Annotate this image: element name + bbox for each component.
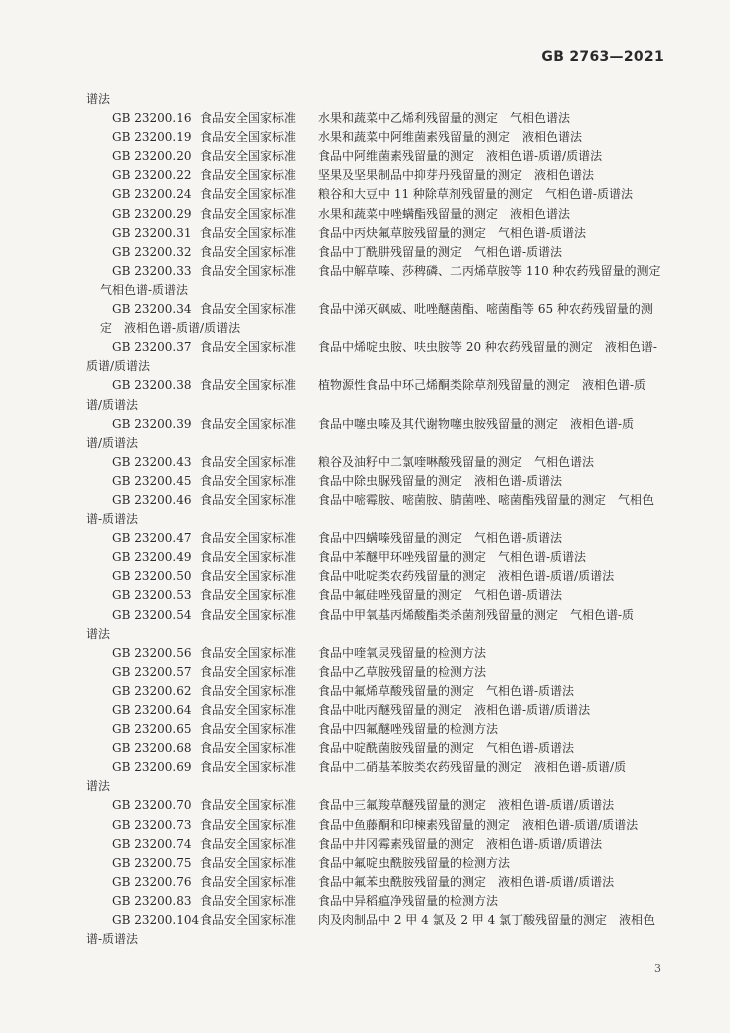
standard-code: GB 23200.57 [112,664,192,679]
standard-category: 食品安全国家标准 [200,607,297,622]
standard-category: 食品安全国家标准 [200,492,297,507]
standard-entry [86,205,666,224]
standard-title: 肉及肉制品中 2 甲 4 氯及 2 甲 4 氯丁酸残留量的测定 液相色 [318,913,656,928]
standard-title: 水果和蔬菜中乙烯利残留量的测定 气相色谱法 [318,111,571,126]
standard-title: 植物源性食品中环己烯酮类除草剂残留量的测定 液相色谱-质 [318,378,647,393]
standard-entry [86,376,666,395]
standard-code: GB 23200.47 [112,531,192,546]
standard-code: GB 23200.83 [112,893,192,908]
standard-category: 食品安全国家标准 [200,531,297,546]
standard-code: GB 23200.62 [112,683,192,698]
standard-category: 食品安全国家标准 [200,855,297,870]
page-number: 3 [654,962,661,975]
standard-category: 食品安全国家标准 [200,340,297,355]
standard-code: GB 23200.104 [112,913,200,928]
standard-entry [86,185,666,204]
standard-title: 食品中解草嗪、莎稗磷、二丙烯草胺等 110 种农药残留量的测定 [318,263,661,278]
standard-code: GB 23200.74 [112,836,192,851]
standard-entry [86,109,666,128]
standard-entry [86,453,666,472]
standard-entry [86,892,666,911]
standard-code: GB 23200.68 [112,741,192,756]
standard-category: 食品安全国家标准 [200,703,297,717]
standard-entry [86,548,666,567]
standard-category: 食品安全国家标准 [200,168,297,183]
standard-entry [86,338,666,357]
standard-code: GB 23200.65 [112,722,192,737]
standard-code: GB 23200.76 [112,874,192,889]
standard-title: 食品中甲氧基丙烯酸酯类杀菌剂残留量的测定 气相色谱-质 [318,607,635,622]
standard-title: 粮谷及油籽中二氯喹啉酸残留量的测定 气相色谱法 [318,454,595,469]
standard-title: 食品中除虫脲残留量的测定 液相色谱-质谱法 [318,473,563,488]
standard-entry [86,491,666,510]
document-id-header: GB 2763—2021 [541,49,664,65]
standard-code: GB 23200.37 [112,340,192,355]
standard-title: 坚果及坚果制品中抑芽丹残留量的测定 液相色谱法 [318,168,595,183]
standard-category: 食品安全国家标准 [200,187,297,202]
standard-entry [86,720,666,739]
standard-entry [86,529,666,548]
standard-code: GB 23200.19 [112,130,192,145]
standard-code: GB 23200.45 [112,473,192,488]
standard-category: 食品安全国家标准 [200,206,297,221]
standard-title: 食品中苯醚甲环唑残留量的测定 气相色谱-质谱法 [318,550,587,565]
standard-entry [86,243,666,262]
standard-code: GB 23200.29 [112,206,192,221]
continuation-line: 谱/质谱法 [86,397,139,412]
standard-title: 食品中喹氧灵残留量的检测方法 [318,645,487,660]
standard-entry [86,567,666,586]
standard-title: 食品中噻虫嗪及其代谢物噻虫胺残留量的测定 液相色谱-质 [318,416,635,431]
standard-code: GB 23200.53 [112,588,192,603]
standard-title: 食品中氟啶虫酰胺残留量的检测方法 [318,855,511,870]
standard-entry [86,796,666,815]
continuation-line: 谱法 [86,779,111,794]
standard-code: GB 23200.38 [112,378,192,393]
standard-title: 食品中二硝基苯胺类农药残留量的测定 液相色谱-质谱/质 [318,760,627,775]
standard-code: GB 23200.16 [112,111,192,126]
standard-title: 食品中井冈霉素残留量的测定 液相色谱-质谱/质谱法 [318,836,603,851]
standard-category: 食品安全国家标准 [200,473,297,488]
continuation-line: 定 液相色谱-质谱/质谱法 [100,321,241,336]
standard-category: 食品安全国家标准 [200,225,297,240]
standard-code: GB 23200.70 [112,798,192,813]
standard-category: 食品安全国家标准 [200,645,297,660]
continuation-line: 谱法 [86,626,111,641]
standard-entry [86,739,666,758]
standard-title: 食品中异稻瘟净残留量的检测方法 [318,893,499,908]
standard-title: 食品中氟烯草酸残留量的测定 气相色谱-质谱法 [318,683,575,698]
standard-category: 食品安全国家标准 [200,722,297,737]
standard-title: 食品中丙炔氟草胺残留量的测定 气相色谱-质谱法 [318,225,587,240]
standard-title: 水果和蔬菜中阿维菌素残留量的测定 液相色谱法 [318,130,583,145]
standard-category: 食品安全国家标准 [200,913,297,928]
standard-entry [86,663,666,682]
standard-category: 食品安全国家标准 [200,817,297,832]
standards-reference-list [86,90,666,949]
standard-category: 食品安全国家标准 [200,263,297,278]
standard-entry [86,300,666,319]
standard-title: 食品中乙草胺残留量的检测方法 [318,664,487,679]
standard-code: GB 23200.32 [112,244,192,259]
standard-code: GB 23200.43 [112,454,192,469]
continuation-line: 谱-质谱法 [86,512,139,527]
standard-entry [86,224,666,243]
standard-code: GB 23200.31 [112,225,192,240]
standard-entry [86,758,666,777]
standard-category: 食品安全国家标准 [200,874,297,889]
standard-title: 食品中氟硅唑残留量的测定 气相色谱-质谱法 [318,588,563,603]
standard-title: 食品中丁酰肼残留量的测定 气相色谱-质谱法 [318,244,563,259]
standard-code: GB 23200.56 [112,645,192,660]
standard-entry [86,682,666,701]
standard-code: GB 23200.33 [112,263,192,278]
standard-code: GB 23200.24 [112,187,192,202]
standard-code: GB 23200.49 [112,550,192,565]
standard-title: 食品中三氟羧草醚残留量的测定 液相色谱-质谱/质谱法 [318,798,615,813]
standard-category: 食品安全国家标准 [200,588,297,603]
standard-entry [86,854,666,873]
standard-category: 食品安全国家标准 [200,416,297,431]
standard-entry [86,472,666,491]
standard-entry [86,415,666,434]
continuation-line: 气相色谱-质谱法 [100,282,189,297]
standard-title: 食品中四氟醚唑残留量的检测方法 [318,722,499,737]
standard-category: 食品安全国家标准 [200,302,297,317]
standard-category: 食品安全国家标准 [200,550,297,565]
standard-entry [86,166,666,185]
continuation-line: 谱-质谱法 [86,932,139,947]
standard-title: 食品中烯啶虫胺、呋虫胺等 20 种农药残留量的测定 液相色谱- [318,340,657,355]
standard-category: 食品安全国家标准 [200,378,297,393]
standard-code: GB 23200.73 [112,817,192,832]
standard-entry [86,128,666,147]
standard-category: 食品安全国家标准 [200,836,297,851]
standard-title: 食品中鱼藤酮和印楝素残留量的测定 液相色谱-质谱/质谱法 [318,817,639,832]
standard-code: GB 23200.34 [112,302,192,317]
continuation-line: 谱法 [86,92,111,106]
standard-title: 粮谷和大豆中 11 种除草剂残留量的测定 气相色谱-质谱法 [318,187,633,202]
standard-category: 食品安全国家标准 [200,798,297,813]
standard-category: 食品安全国家标准 [200,130,297,145]
standard-title: 食品中氟苯虫酰胺残留量的测定 液相色谱-质谱/质谱法 [318,874,615,889]
standard-code: GB 23200.75 [112,855,192,870]
standard-title: 水果和蔬菜中唑螨酯残留量的测定 液相色谱法 [318,206,571,221]
standard-category: 食品安全国家标准 [200,683,297,698]
standard-category: 食品安全国家标准 [200,149,297,164]
standard-category: 食品安全国家标准 [200,664,297,679]
standard-entry [86,586,666,605]
standard-title: 食品中嘧霉胺、嘧菌胺、腈菌唑、嘧菌酯残留量的测定 气相色 [318,492,655,507]
standard-title: 食品中吡啶类农药残留量的测定 液相色谱-质谱/质谱法 [318,569,615,584]
standard-title: 食品中吡丙醚残留量的测定 液相色谱-质谱/质谱法 [318,703,591,717]
standard-code: GB 23200.64 [112,703,192,717]
standard-code: GB 23200.22 [112,168,192,183]
standard-code: GB 23200.50 [112,569,192,584]
standard-entry [86,262,666,281]
standard-entry [86,835,666,854]
standard-title: 食品中涕灭砜威、吡唑醚菌酯、嘧菌酯等 65 种农药残留量的测 [318,302,653,317]
standard-category: 食品安全国家标准 [200,760,297,775]
standard-title: 食品中阿维菌素残留量的测定 液相色谱-质谱/质谱法 [318,149,603,164]
standard-code: GB 23200.69 [112,760,192,775]
standard-category: 食品安全国家标准 [200,893,297,908]
standard-entry [86,606,666,625]
standard-category: 食品安全国家标准 [200,111,297,126]
standard-code: GB 23200.54 [112,607,192,622]
continuation-line: 谱/质谱法 [86,435,139,450]
standard-code: GB 23200.46 [112,492,192,507]
standard-title: 食品中啶酰菌胺残留量的测定 气相色谱-质谱法 [318,741,575,756]
continuation-line: 质谱/质谱法 [86,359,151,374]
standard-category: 食品安全国家标准 [200,569,297,584]
standard-category: 食品安全国家标准 [200,741,297,756]
standard-entry [86,644,666,663]
standard-entry [86,147,666,166]
standard-code: GB 23200.39 [112,416,192,431]
standard-entry [86,873,666,892]
standard-entry [86,911,666,930]
standard-title: 食品中四螨嗪残留量的测定 气相色谱-质谱法 [318,531,563,546]
standard-category: 食品安全国家标准 [200,454,297,469]
standard-code: GB 23200.20 [112,149,192,164]
standard-category: 食品安全国家标准 [200,244,297,259]
standard-entry [86,701,666,720]
standard-entry [86,816,666,835]
